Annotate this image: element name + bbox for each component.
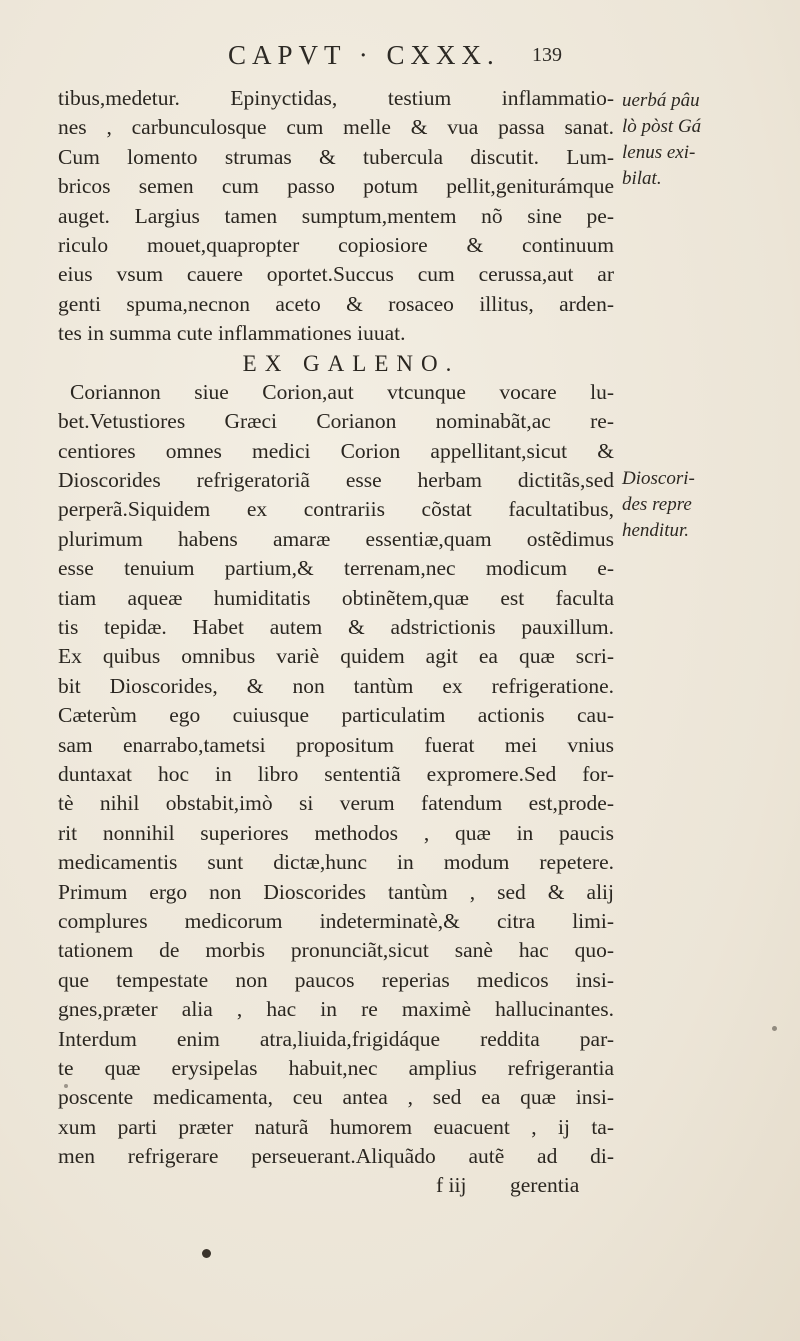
text-line: Cum lomento strumas & tubercula discutit. Lum- [58,144,614,169]
text-line: medicamentis sunt dictæ,hunc in modum repetere. [58,850,614,875]
text-line: centiores omnes medici Corion appellitant,sicut & [58,438,614,463]
text-line: tè nihil obstabit,imò si verum fatendum est,prode- [58,791,614,816]
text-line: xum parti præter naturã humorem euacuent , ij ta- [58,1114,614,1139]
text-line: tibus,medetur. Epinyctidas, testium inflammatio- [58,86,614,110]
text-line: Ex quibus omnibus variè quidem agit ea quæ scri- [58,644,614,669]
text-line: poscente medicamenta, ceu antea , sed ea quæ insi- [58,1085,614,1110]
ink-spot [202,1249,211,1258]
text-line: bricos semen cum passo potum pellit,geniturámque [58,174,614,199]
main-text-block [58,84,614,1201]
text-line: duntaxat hoc in libro sententiã expromere.Sed for- [58,761,614,786]
signature-mark: f iij [436,1173,467,1198]
text-line: complures medicorum indeterminatè,& citra limi- [58,908,614,933]
margin-note-line: uerbá pâu [622,90,700,111]
text-line: auget. Largius tamen sumptum,mentem nõ sine pe- [58,203,614,228]
margin-note-line: henditur. [622,520,690,541]
text-line: nes , carbunculosque cum melle & vua passa sanat. [58,115,614,140]
text-line: sam enarrabo,tametsi propositum fuerat mei vnius [58,732,614,757]
text-line: que tempestate non paucos reperias medicos insi- [58,967,614,992]
text-line: plurimum habens amaræ essentiæ,quam ostẽdimus [58,526,614,551]
text-line: bit Dioscorides, & non tantùm ex refrigeratione. [58,673,614,698]
text-line: eius vsum cauere oportet.Succus cum cerussa,aut ar [58,262,614,287]
margin-note-line: lenus exi- [622,142,696,163]
text-line: genti spuma,necnon aceto & rosaceo illitus, arden- [58,291,614,316]
text-line: Interdum enim atra,liuida,frigidáque reddita par- [58,1026,614,1051]
margin-note-greek [622,88,772,192]
text-line: Dioscorides refrigeratoriã esse herbam dictitãs,sed [58,468,614,493]
text-line: men refrigerare perseuerant.Aliquãdo autẽ ad di- [58,1144,614,1169]
margin-note-line: bilat. [622,168,662,189]
page-number: 139 [532,44,562,66]
ink-spot [772,1026,777,1031]
text-line: rit nonnihil superiores methodos , quæ in paucis [58,820,614,845]
ink-spot [64,1084,68,1088]
margin-note-line: Dioscori- [622,468,695,489]
text-line: tationem de morbis pronunciãt,sicut sanè hac quo- [58,938,614,963]
text-line: tis tepidæ. Habet autem & adstrictionis pauxillum. [58,615,614,640]
text-line: perperã.Siquidem ex contrariis cõstat facultatibus, [58,497,614,522]
text-line: esse tenuium partium,& terrenam,nec modicum e- [58,556,614,581]
text-line: Cæterùm ego cuiusque particulatim actionis cau- [58,703,614,728]
text-line: tiam aqueæ humiditatis obtinẽtem,quæ est faculta [58,585,614,610]
text-line: Coriannon siue Corion,aut vtcunque vocare lu- [70,379,614,404]
margin-note-line: des repre [622,494,692,515]
text-line: gnes,præter alia , hac in re maximè hallucinantes. [58,997,614,1022]
running-head: CAPVT · CXXX. [228,40,500,70]
text-line: Primum ergo non Dioscorides tantùm , sed & alij [58,879,614,904]
catchword: gerentia [510,1173,580,1198]
section-heading: EX GALENO. [242,350,460,376]
text-line: te quæ erysipelas habuit,nec amplius refrigerantia [58,1055,614,1080]
text-line: tes in summa cute inflammationes iuuat. [58,321,406,346]
margin-note-line: lò pòst Gá [622,116,702,137]
signature-line [58,1171,614,1200]
text-line: riculo mouet,quapropter copiosiore & continuum [58,232,614,257]
text-line: bet.Vetustiores Græci Corianon nominabãt,ac re- [58,409,614,434]
margin-note-dioscorides [622,466,772,544]
page-header [0,40,800,76]
